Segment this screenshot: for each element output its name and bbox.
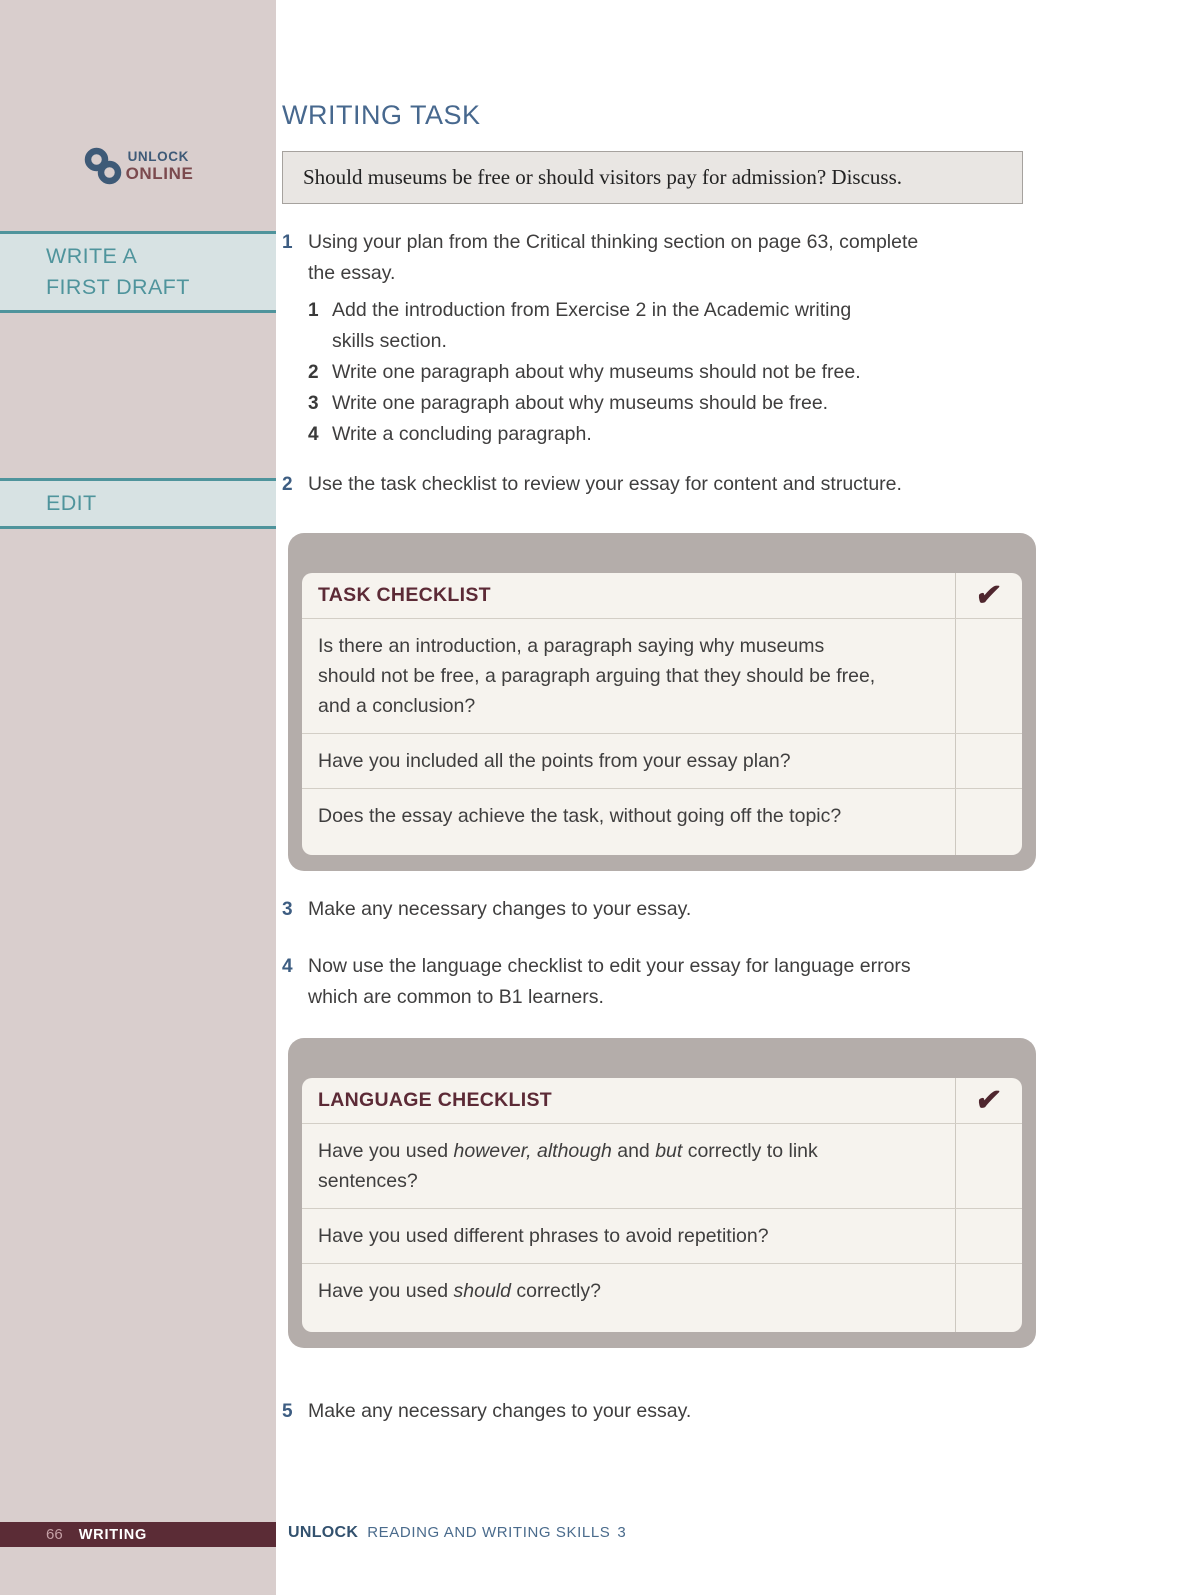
tab-label-line: WRITE A <box>46 244 138 268</box>
step-text: Now use the language checklist to edit your essay for language errors which are common to B1 learners. <box>308 955 911 1008</box>
step-text: Make any necessary changes to your essay. <box>308 1400 692 1422</box>
step-text: Use the task checklist to review your essay for content and structure. <box>308 473 902 495</box>
checkbox-cell <box>955 1264 1022 1332</box>
checklist-question: Have you included all the points from your essay plan? <box>318 750 791 772</box>
substep-number: 4 <box>308 424 319 445</box>
chain-link-icon <box>83 146 123 186</box>
checklist-question: Have you used should correctly? <box>318 1280 601 1302</box>
checklist-header <box>302 573 1022 618</box>
checklist-row <box>302 733 1022 788</box>
substep <box>308 388 1027 419</box>
tab-label-line: EDIT <box>46 491 97 515</box>
checkmark-column-header <box>955 573 1022 618</box>
sidebar <box>0 0 276 1595</box>
checklist-row <box>302 618 1022 733</box>
step-text: Using your plan from the Critical thinking section on page 63, complete the essay. <box>308 231 919 284</box>
section-label: WRITING <box>78 1526 148 1543</box>
substep-number: 2 <box>308 362 319 383</box>
checkmark-column-header <box>955 1078 1022 1123</box>
tab-label-line: FIRST DRAFT <box>46 275 190 299</box>
footer-brand: UNLOCK <box>288 1524 359 1541</box>
substep-list <box>308 295 1027 450</box>
checklist-table <box>302 1078 1022 1332</box>
step-text: Make any necessary changes to your essay. <box>308 898 692 920</box>
writing-task-prompt: Should museums be free or should visitors pay for admission? Discuss. <box>303 165 903 189</box>
checklist-question: Have you used however, although and but correctly to link sentences? <box>318 1140 818 1192</box>
checklist-header <box>302 1078 1022 1123</box>
step-number: 2 <box>282 474 293 495</box>
checklist-title: TASK CHECKLIST <box>318 584 491 606</box>
substep <box>308 419 1027 450</box>
step-number: 4 <box>282 956 293 977</box>
checklist-table <box>302 573 1022 855</box>
footer-section-bar <box>0 1522 276 1547</box>
footer-brand-line <box>288 1524 626 1542</box>
checklist-question: Does the essay achieve the task, without going off the topic? <box>318 805 842 827</box>
sidebar-item-write-a-first-draft <box>0 231 276 313</box>
checklist-row <box>302 1208 1022 1263</box>
logo-text <box>125 148 194 184</box>
checklist-title: LANGUAGE CHECKLIST <box>318 1089 552 1111</box>
checklist-question: Is there an introduction, a paragraph saying why museums should not be free, a paragraph arguing that they should be free, and a conclusion? <box>318 635 876 717</box>
page-title: WRITING TASK <box>282 100 481 130</box>
sidebar-item-edit <box>0 478 276 529</box>
substep-number: 1 <box>308 300 319 321</box>
step-2 <box>282 469 1027 500</box>
checkbox-cell <box>955 734 1022 788</box>
substep-text: Write one paragraph about why museums should be free. <box>332 392 829 414</box>
footer-series-level: 3 <box>617 1524 626 1541</box>
step-3 <box>282 894 1027 925</box>
logo-word-online: ONLINE <box>125 164 194 184</box>
step-5 <box>282 1396 1027 1427</box>
checkbox-cell <box>955 619 1022 733</box>
substep <box>308 357 1027 388</box>
step-number: 1 <box>282 232 293 253</box>
checklist-row <box>302 1263 1022 1332</box>
footer-series-title: READING AND WRITING SKILLS <box>367 1524 611 1541</box>
substep-number: 3 <box>308 393 319 414</box>
checkbox-cell <box>955 1209 1022 1263</box>
checklist-row <box>302 1123 1022 1208</box>
substep-text: Add the introduction from Exercise 2 in the Academic writing skills section. <box>332 299 852 352</box>
substep <box>308 295 1027 357</box>
checklist-row <box>302 788 1022 855</box>
checkbox-cell <box>955 1124 1022 1208</box>
step-4 <box>282 951 1027 1013</box>
substep-text: Write a concluding paragraph. <box>332 423 592 445</box>
language-checklist <box>288 1038 1036 1348</box>
step-number: 5 <box>282 1401 293 1422</box>
task-checklist <box>288 533 1036 871</box>
step-number: 3 <box>282 899 293 920</box>
page-number: 66 <box>46 1526 63 1543</box>
step-1 <box>282 227 1027 450</box>
logo-word-unlock: UNLOCK <box>127 148 189 164</box>
substep-text: Write one paragraph about why museums should not be free. <box>332 361 861 383</box>
checklist-question: Have you used different phrases to avoid repetition? <box>318 1225 769 1247</box>
checkmark-icon: ✔ <box>974 1084 1004 1117</box>
checkbox-cell <box>955 789 1022 855</box>
checkmark-icon: ✔ <box>974 579 1004 612</box>
writing-task-prompt-box <box>282 151 1023 204</box>
unlock-online-logo <box>0 146 276 186</box>
